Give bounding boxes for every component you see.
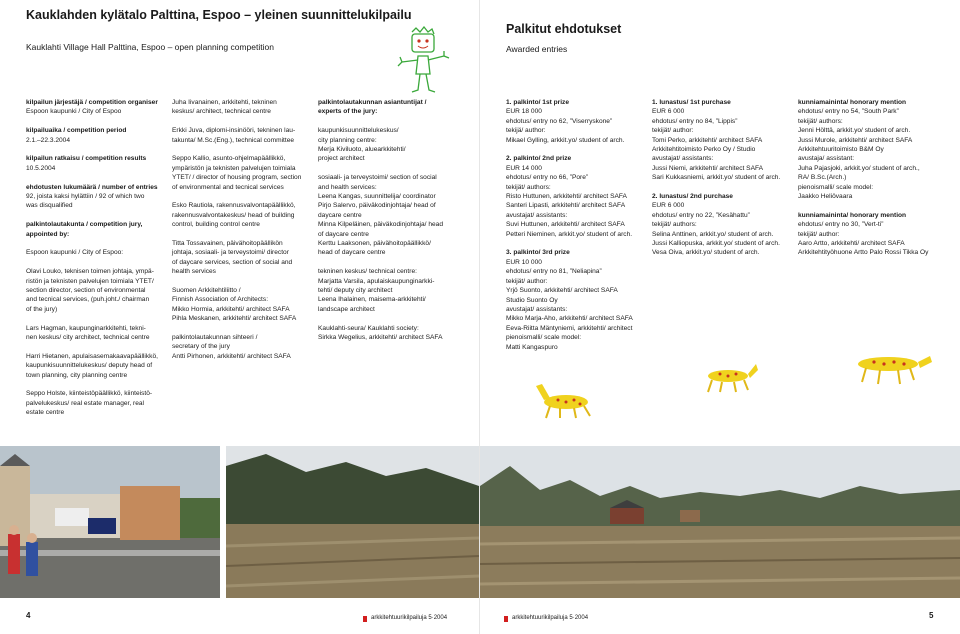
award-line: Petteri Nieminen, arkkit.yo/ student of arch. bbox=[506, 230, 633, 238]
award-line: Matti Kangaspuro bbox=[506, 343, 558, 351]
expert-entry: project architect bbox=[318, 155, 365, 163]
jury-secretary-label: secretary of the jury bbox=[172, 343, 230, 351]
award-heading: 1. lunastus/ 1st purchase bbox=[652, 99, 731, 106]
info-label: ehdotusten lukumäärä / number of entries bbox=[26, 183, 158, 191]
award-line: Mikko Marja-Aho, arkkitehti/ architect SAFA bbox=[506, 315, 633, 323]
jury-member: Esko Rautiola, rakennusvalvontapäällikkö, bbox=[172, 202, 296, 210]
prizes-column bbox=[506, 98, 646, 361]
jury-group: Espoon kaupunki / City of Espoo: bbox=[26, 249, 124, 257]
award-line: Santeri Lipasti, arkkitehti/ architect SAFA bbox=[506, 202, 626, 210]
award-line: Arkkitehtitoimisto Perko Oy / Studio bbox=[652, 146, 756, 154]
jury-secretary: Antti Pirhonen, arkkitehti/ architect SAFA bbox=[172, 352, 291, 360]
expert-entry: daycare centre bbox=[318, 211, 362, 219]
expert-entry: and health services: bbox=[318, 183, 377, 191]
award-line: Risto Huttunen, arkkitehti/ architect SAFA bbox=[506, 193, 627, 201]
award-line: avustaja/ assistant: bbox=[798, 155, 855, 163]
expert-entry: Kerttu Laaksonen, päivähoitopäällikkö/ bbox=[318, 240, 431, 248]
jury-member: takunta/ M.Sc.(Eng.), technical committee bbox=[172, 136, 295, 144]
photo-street-school bbox=[0, 446, 220, 598]
award-heading: kunniamaininta/ honorary mention bbox=[798, 99, 907, 106]
jury-member: nen keskus/ city architect, technical centre bbox=[26, 334, 150, 342]
info-value: 92, joista kaksi hylättiin / 92 of which two bbox=[26, 193, 145, 201]
jury-member: estate centre bbox=[26, 409, 65, 417]
award-line: Arkkitehtuuritoimisto B&M Oy bbox=[798, 146, 884, 154]
award-line: Jussi Murole, arkkitehti/ architect SAFA bbox=[798, 136, 913, 144]
expert-entry: landscape architect bbox=[318, 305, 375, 313]
expert-entry: Minna Kilpeläinen, päiväkodinjohtaja/ head bbox=[318, 221, 444, 229]
expert-entry: Marjatta Varsila, apulaiskaupunginarkki- bbox=[318, 277, 435, 285]
expert-entry: Pirjo Salervo, päiväkodinjohtaja/ head of bbox=[318, 202, 436, 210]
info-label: kilpailun ratkaisu / competition results bbox=[26, 155, 147, 163]
jury-member: Juha Iivanainen, arkkitehti, tekninen bbox=[172, 99, 277, 106]
award-line: Jussi Kalliopuska, arkkit.yo/ student of arch. bbox=[652, 240, 780, 248]
expert-entry: Leena Ihalainen, maisema-arkkitehti/ bbox=[318, 296, 426, 304]
award-line: avustajat/ assistants: bbox=[506, 305, 568, 313]
jury-member: Erkki Juva, diplomi-insinööri, tekninen lau- bbox=[172, 127, 296, 135]
honorary-column bbox=[798, 98, 948, 267]
jury-group: Suomen Arkkitehtiliitto / bbox=[172, 287, 241, 295]
jury-member: ristön ja teknisten palvelujen toimiala YTET/ bbox=[26, 277, 154, 285]
jury-member: health services bbox=[172, 268, 216, 276]
info-label: kilpailuaika / competition period bbox=[26, 127, 127, 135]
award-line: ehdotus/ entry no 62, ”Viserryskone” bbox=[506, 117, 613, 125]
award-heading: 2. palkinto/ 2nd prize bbox=[506, 155, 572, 163]
folio: arkkitehtuurikilpailuja 5·2004 bbox=[371, 615, 448, 621]
award-line: Yrjö Suonto, arkkitehti/ architect SAFA bbox=[506, 287, 618, 295]
jury-member: Seppo Holste, kiinteistöpäällikkö, kiinteistö- bbox=[26, 390, 153, 398]
award-line: Aaro Artto, arkkitehti/ architect SAFA bbox=[798, 240, 905, 248]
award-line: Eeva-Riitta Mäntyniemi, arkkitehti/ architect bbox=[506, 324, 633, 332]
child-drawing-giraffe-icon bbox=[846, 350, 936, 386]
jury-member: town planning, city planning centre bbox=[26, 371, 128, 379]
award-line: EUR 6 000 bbox=[652, 108, 685, 116]
jury-member: of environmental and tecnical services bbox=[172, 183, 284, 191]
expert-entry: kaupunkisuunnittelukeskus/ bbox=[318, 127, 399, 135]
award-line: tekijät/ author: bbox=[798, 230, 840, 238]
award-line: ehdotus/ entry no 30, ”Vert-ti” bbox=[798, 221, 884, 229]
expert-entry: sosiaali- ja terveystoimi/ section of social bbox=[318, 174, 437, 182]
page-title: Kauklahden kylätalo Palttina, Espoo – yleinen suunnittelukilpailu bbox=[26, 8, 412, 22]
info-value: Espoon kaupunki / City of Espoo bbox=[26, 108, 122, 116]
award-line: avustajat/ assistants: bbox=[506, 211, 568, 219]
folio: arkkitehtuurikilpailuja 5·2004 bbox=[512, 615, 589, 621]
jury-member: section director, section of environmental bbox=[26, 287, 146, 295]
jury-member: of the jury) bbox=[26, 305, 58, 313]
award-line: EUR 10 000 bbox=[506, 258, 542, 266]
expert-entry: tekninen keskus/ technical centre: bbox=[318, 268, 417, 276]
award-line: Jaakko Heliövaara bbox=[798, 193, 853, 201]
expert-entry: Sirkka Wegelius, arkkitehti/ architect SAFA bbox=[318, 334, 443, 342]
award-line: tekijät/ author: bbox=[506, 277, 548, 285]
award-line: ehdotus/ entry no 22, ”Kesähattu” bbox=[652, 211, 750, 219]
award-line: EUR 6 000 bbox=[652, 202, 685, 210]
info-label: appointed by: bbox=[26, 230, 70, 238]
jury-member: control, building control centre bbox=[172, 221, 260, 229]
info-label: kilpailun järjestäjä / competition organiser bbox=[26, 99, 158, 106]
jury-member: and tecnical services, (puh.joht./ chairman bbox=[26, 296, 150, 304]
photo-field-winter bbox=[226, 446, 479, 598]
expert-entry: Leena Kangas, suunnittelija/ coordinator bbox=[318, 193, 436, 201]
child-drawing-giraffe-icon bbox=[698, 360, 760, 394]
award-line: ehdotus/ entry no 84, ”Lippis” bbox=[652, 117, 738, 125]
experts-heading: experts of the jury: bbox=[318, 108, 378, 116]
jury-member: keskus/ architect, technical centre bbox=[172, 108, 271, 116]
child-drawing-figure-icon bbox=[392, 26, 452, 96]
expert-entry: head of daycare centre bbox=[318, 249, 386, 257]
jury-member: Pihla Meskanen, arkkitehti/ architect SAFA bbox=[172, 315, 297, 323]
award-line: tekijät/ author: bbox=[652, 127, 694, 135]
jury-member: kaupunkisuunnittelukeskus/ deputy head of bbox=[26, 362, 153, 370]
jury-member: Harri Hietanen, apulaisasemakaavapäällikkö, bbox=[26, 352, 158, 360]
jury-member: YTET/ / director of housing program, section bbox=[172, 174, 302, 182]
expert-entry: tehti/ deputy city architect bbox=[318, 287, 393, 295]
right-page bbox=[480, 0, 960, 634]
jury-member: rakennusvalvontakeskus/ head of building bbox=[172, 211, 295, 219]
award-line: ehdotus/ entry no 54, ”South Park” bbox=[798, 108, 899, 116]
award-line: ehdotus/ entry no 81, ”Neliapina” bbox=[506, 268, 602, 276]
info-value: 10.5.2004 bbox=[26, 164, 56, 172]
expert-entry: Merja Kiviluoto, aluearkkitehti/ bbox=[318, 146, 406, 154]
jury-secretary-label: palkintolautakunnan sihteeri / bbox=[172, 334, 258, 342]
info-value: was disqualified bbox=[26, 202, 73, 210]
award-line: Studio Suonto Oy bbox=[506, 296, 558, 304]
award-heading: 2. lunastus/ 2nd purchase bbox=[652, 193, 733, 201]
award-heading: 3. palkinto/ 3rd prize bbox=[506, 249, 570, 257]
award-heading: 1. palkinto/ 1st prize bbox=[506, 99, 570, 106]
award-line: Suvi Huttunen, arkkitehti/ architect SAFA bbox=[506, 221, 625, 229]
jury-member: Titta Tossavainen, päivähoitopäällikön bbox=[172, 240, 283, 248]
child-drawing-giraffe-icon bbox=[532, 380, 602, 420]
award-line: pienoismalli/ scale model: bbox=[798, 183, 874, 191]
jury-column bbox=[172, 98, 312, 371]
award-line: Vesa Oiva, arkkit.yo/ student of arch. bbox=[652, 249, 760, 257]
award-line: Selina Anttinen, arkkit.yo/ student of arch. bbox=[652, 230, 774, 238]
award-line: Arkkitehtityöhuone Artto Palo Rossi Tikka Oy bbox=[798, 249, 929, 257]
purchases-column bbox=[652, 98, 792, 267]
info-value: 2.1.–22.3.2004 bbox=[26, 136, 70, 144]
page-number: 5 bbox=[929, 611, 934, 620]
award-line: pienoismalli/ scale model: bbox=[506, 334, 582, 342]
award-line: Tomi Perko, arkkitehti/ architect SAFA bbox=[652, 136, 763, 144]
jury-group: Finnish Association of Architects: bbox=[172, 296, 269, 304]
award-line: EUR 18 000 bbox=[506, 108, 542, 116]
section-subtitle: Awarded entries bbox=[506, 44, 568, 54]
competition-info-column bbox=[26, 98, 161, 427]
section-title: Palkitut ehdotukset bbox=[506, 22, 622, 36]
award-line: Jussi Niemi, arkkitehti/ architect SAFA bbox=[652, 164, 764, 172]
info-label: palkintolautakunta / competition jury, bbox=[26, 221, 143, 229]
award-line: tekijät/ authors: bbox=[652, 221, 697, 229]
jury-member: Seppo Kallio, asunto-ohjelmapäällikkö, bbox=[172, 155, 286, 163]
award-line: Sari Kukkasniemi, arkkit.yo/ student of arch. bbox=[652, 174, 781, 182]
jury-member: Lars Hagman, kaupunginarkkitehti, tekni- bbox=[26, 324, 146, 332]
jury-member: ympäristön ja teknisten palvelujen toimiala bbox=[172, 164, 296, 172]
award-line: avustajat/ assistants: bbox=[652, 155, 714, 163]
experts-column bbox=[318, 98, 468, 352]
expert-entry: Kauklahti-seura/ Kauklahti society: bbox=[318, 324, 419, 332]
award-line: ehdotus/ entry no 66, ”Pore” bbox=[506, 174, 589, 182]
award-line: tekijä/ author: bbox=[506, 127, 546, 135]
page-subtitle: Kauklahti Village Hall Palttina, Espoo – open planning competition bbox=[26, 42, 274, 52]
experts-heading: palkintolautakunnan asiantuntijat / bbox=[318, 99, 427, 106]
jury-member: Olavi Louko, teknisen toimen johtaja, ympä- bbox=[26, 268, 154, 276]
award-line: Jenni Hölttä, arkkit.yo/ student of arch. bbox=[798, 127, 911, 135]
award-heading: kunniamaininta/ honorary mention bbox=[798, 211, 907, 219]
folio-marker bbox=[363, 616, 367, 622]
expert-entry: city planning centre: bbox=[318, 136, 377, 144]
jury-member: Mikko Hormia, arkkitehti/ architect SAFA bbox=[172, 305, 290, 313]
page-number: 4 bbox=[26, 611, 31, 620]
award-line: tekijät/ authors: bbox=[506, 183, 551, 191]
folio-marker bbox=[504, 616, 508, 622]
award-line: Juha Pajasjoki, arkkit.yo/ student of arch., bbox=[798, 164, 920, 172]
award-line: Mikael Gylling, arkkit.yo/ student of arch. bbox=[506, 136, 625, 144]
photo-site-panorama bbox=[480, 446, 960, 598]
jury-member: johtaja, sosiaali- ja terveystoimi/ director bbox=[172, 249, 289, 257]
award-line: tekijät/ authors: bbox=[798, 117, 843, 125]
jury-member: palvelukeskus/ real estate manager, real bbox=[26, 399, 145, 407]
jury-member: of daycare services, section of social and bbox=[172, 258, 293, 266]
expert-entry: of daycare centre bbox=[318, 230, 369, 238]
award-line: EUR 14 000 bbox=[506, 164, 542, 172]
award-line: RA/ B.Sc.(Arch.) bbox=[798, 174, 847, 182]
